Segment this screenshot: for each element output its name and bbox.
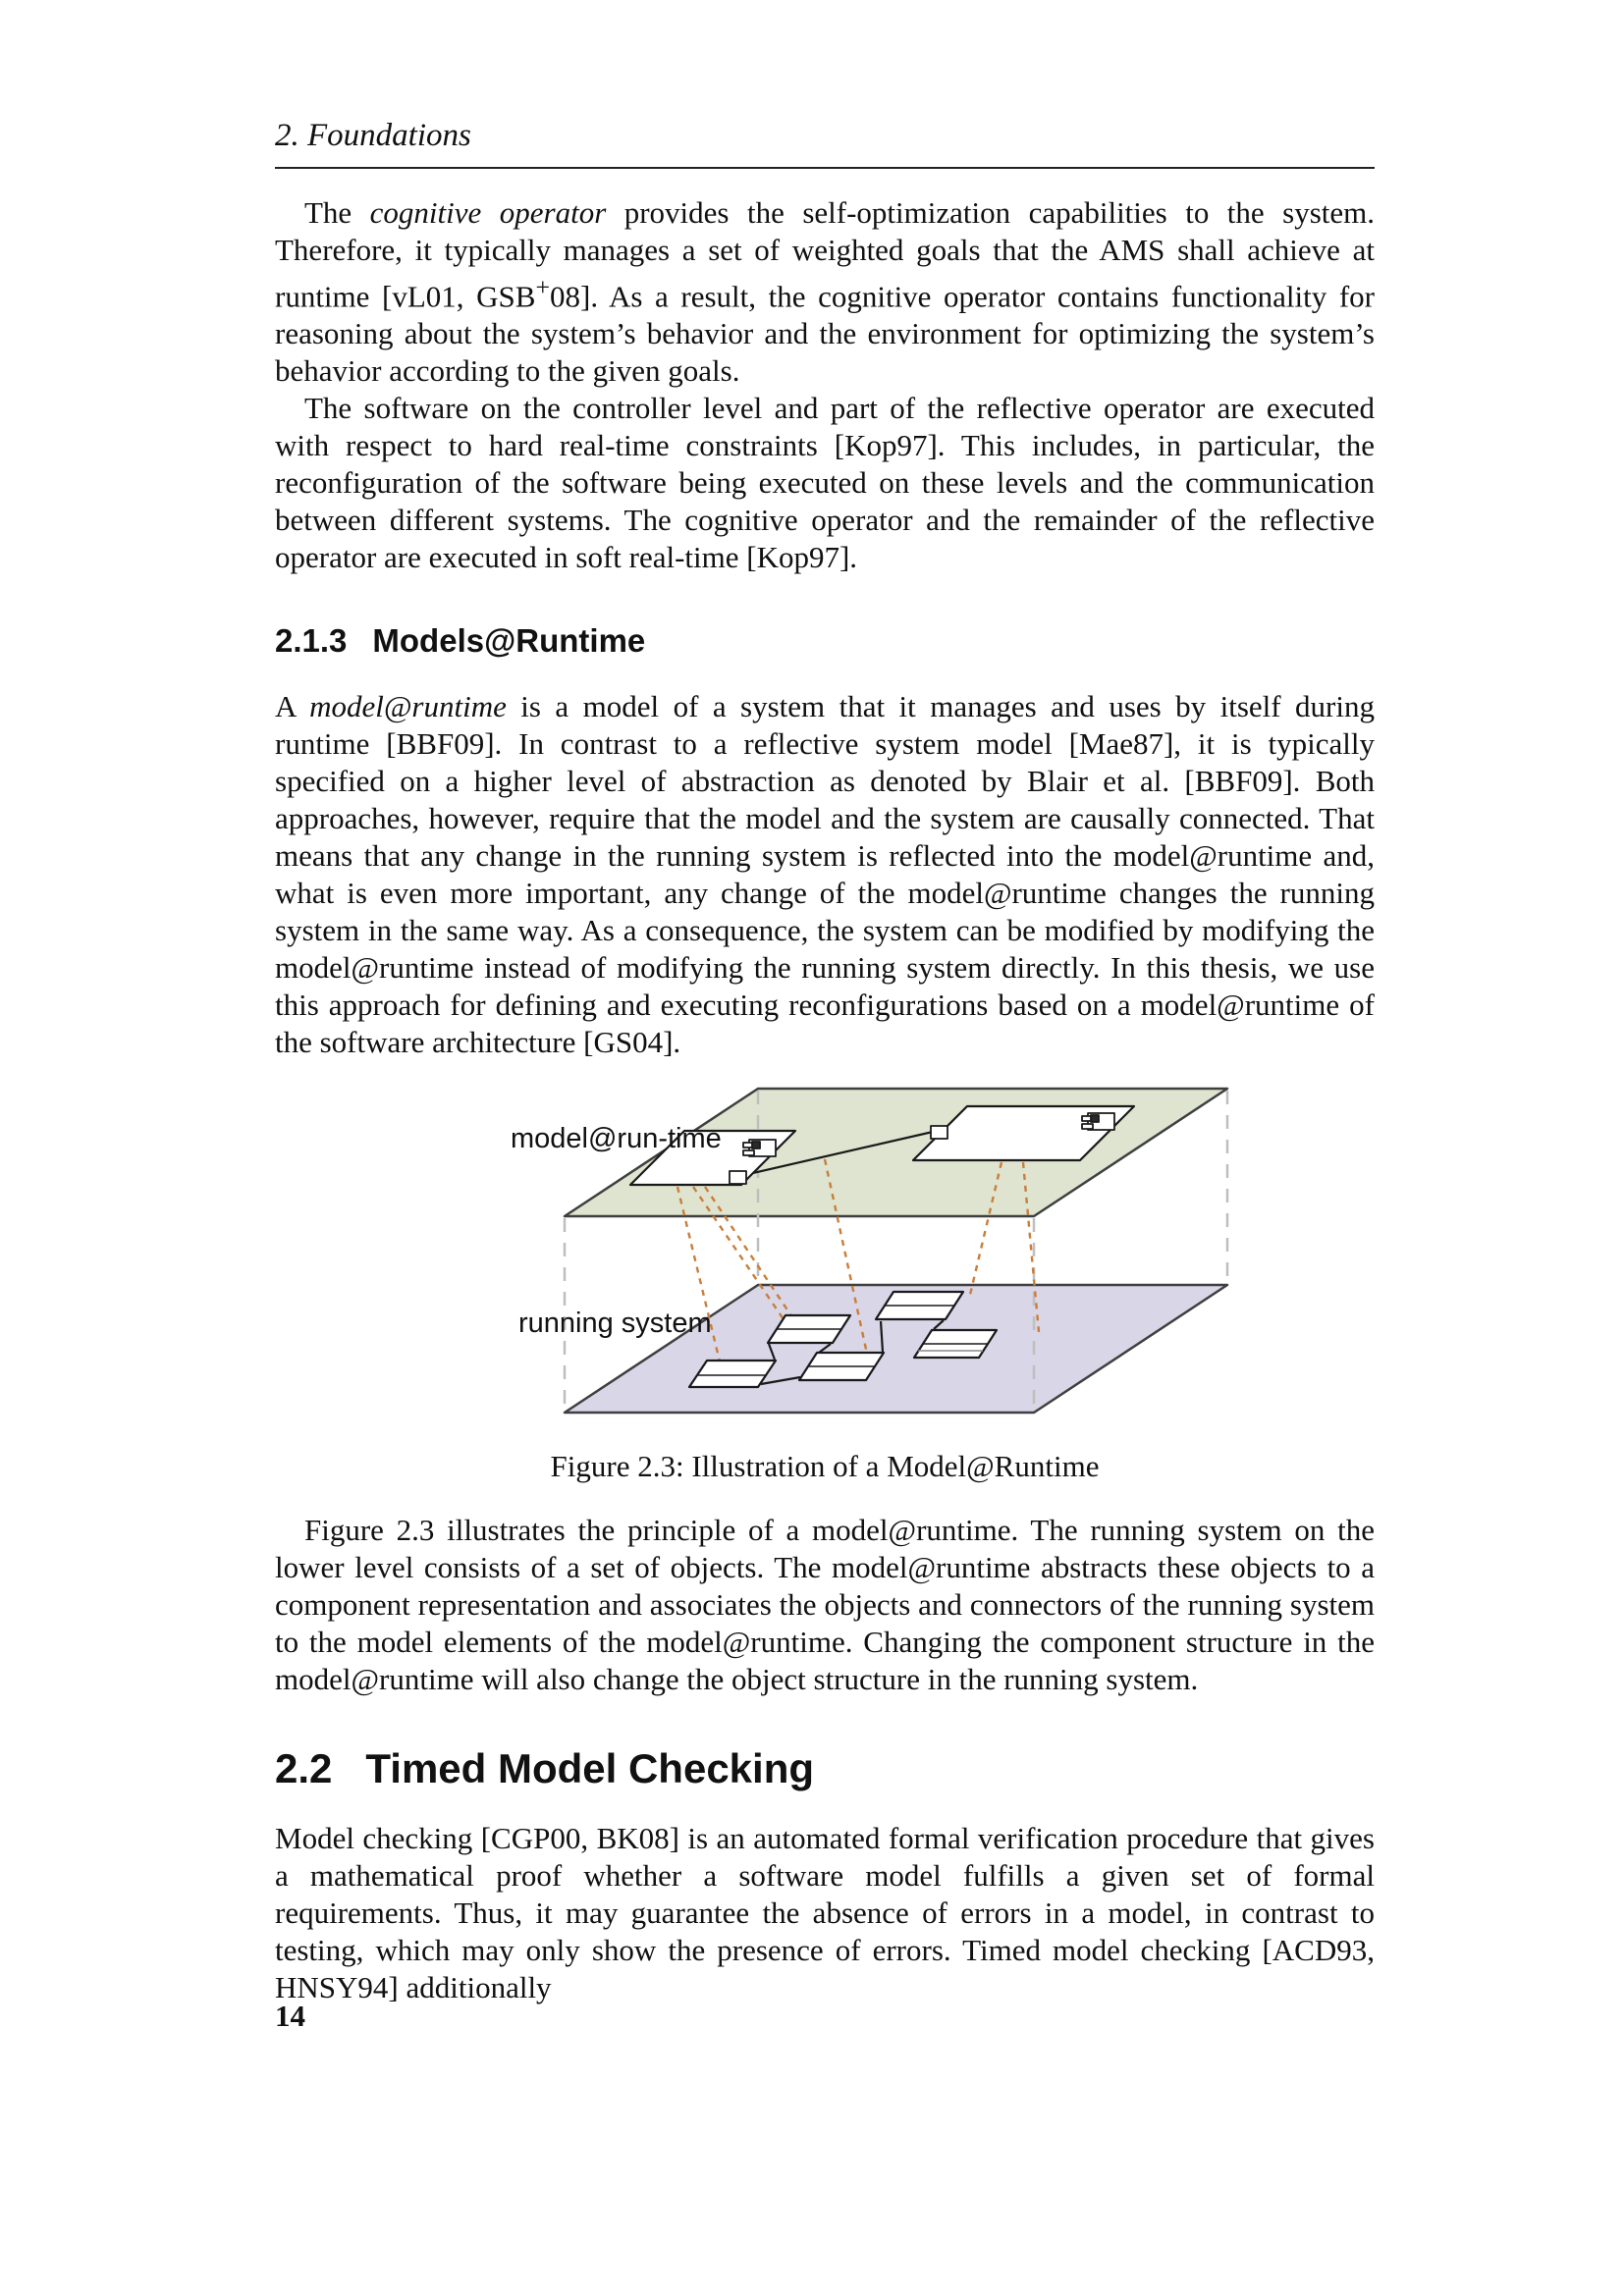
header-rule <box>275 167 1375 169</box>
figure-caption: Figure 2.3: Illustration of a Model@Runtime <box>550 1449 1100 1484</box>
figure-model-runtime <box>471 1069 1247 1486</box>
section-title: Timed Model Checking <box>365 1745 815 1792</box>
component-b-icon-dot <box>1091 1115 1099 1122</box>
emphasis-cognitive-operator: cognitive operator <box>369 195 607 230</box>
label-model-runtime: model@run-time <box>511 1123 722 1155</box>
paragraph-real-time: The software on the controller level and part of the reflective operator are executed with respect to hard real-time constraints [Kop97]. This includes, in particular, the reconfiguration of the software being executed on these levels and the communication between different systems. The cognitive operator and the remainder of the reflective operator are executed in soft real-time [Kop97]. <box>275 391 1375 575</box>
text-run: is a model of a system that it manages and uses by itself during runtime [BBF09]. In contrast to a reflective system model [Mae87], it is typically specified on a higher level of abstraction as denoted by Blair et al. [BBF09]. Both approaches, however, require that the model and the system are causally connected. That means that any change in the running system is reflected into the model@runtime and, what is even more important, any change of the model@runtime changes the running system in the same way. As a consequence, the system can be modified by modifying the model@runtime instead of modifying the running system directly. In this thesis, we use this approach for defining and executing reconfigurations based on a model@runtime of the software architecture [GS04]. <box>275 689 1375 1060</box>
component-a-icon-tab <box>743 1150 754 1155</box>
component-b-icon-tab <box>1082 1124 1093 1129</box>
component-b-port <box>931 1126 947 1139</box>
section-number: 2.1.3 <box>275 622 348 660</box>
text-run: provides the self-optimization capabilities to the system. Therefore, it typically manages a set of weighted goals that the AMS shall achieve at runtime [vL01, GSB <box>275 195 1375 314</box>
paragraph-figure-explanation: Figure 2.3 illustrates the principle of a model@runtime. The running system on the lower level consists of a set of objects. The model@runtime abstracts these objects to a component representation and associates the objects and connectors of the running system to the model elements of the model@runtime. Changing the component structure in the model@runtime will also change the object structure in the running system. <box>275 1513 1375 1697</box>
citation-superscript: + <box>535 273 551 301</box>
emphasis-model-runtime: model@runtime <box>309 689 507 724</box>
paragraph-model-runtime <box>275 688 1375 1061</box>
running-header: 2. Foundations <box>275 118 471 153</box>
label-running-system: running system <box>518 1308 712 1340</box>
model-runtime-diagram <box>471 1069 1247 1420</box>
text-run: A <box>275 689 310 724</box>
subsection-heading-models-runtime <box>275 619 1375 663</box>
paragraph-cognitive-operator <box>275 194 1375 390</box>
component-a-port <box>730 1171 746 1184</box>
section-heading-timed-model-checking <box>275 1743 1375 1794</box>
section-title: Models@Runtime <box>372 622 646 660</box>
component-a-icon-dot <box>752 1142 760 1148</box>
paragraph-model-checking: Model checking [CGP00, BK08] is an automated formal verification procedure that gives a mathematical proof whether a software model fulfills a given set of formal requirements. Thus, it may guarantee the absence of errors in a model, in contrast to testing, which may only show the presence of errors. Timed model checking [ACD93, HNSY94] additionally <box>275 1821 1375 2005</box>
text-run: The <box>304 195 370 230</box>
page-number: 14 <box>275 1999 305 2033</box>
section-number: 2.2 <box>275 1745 333 1792</box>
text-run: 08]. As a result, the cognitive operator contains functionality for reasoning about the system’s behavior and the environment for optimizing the system’s behavior according to the given goals. <box>275 279 1375 389</box>
